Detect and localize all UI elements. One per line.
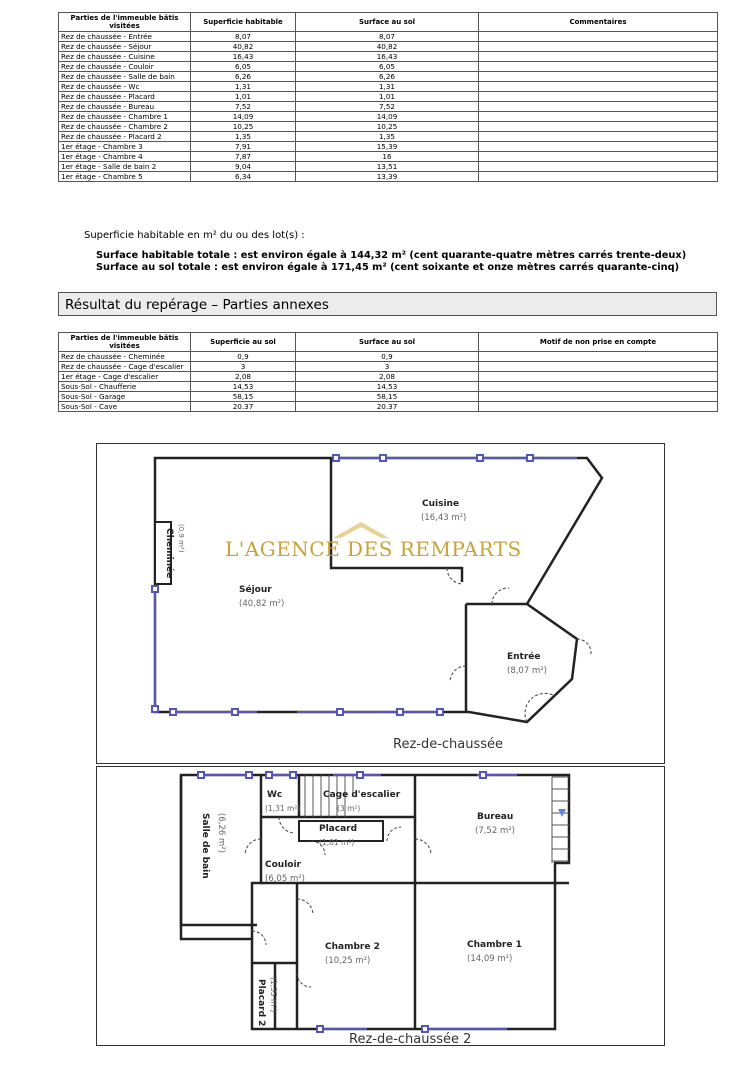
room-label-sdb: Salle de bain xyxy=(200,813,210,879)
cell-value-2: 16 xyxy=(296,152,479,162)
window-marker xyxy=(246,772,252,778)
window-marker xyxy=(152,706,158,712)
table-row xyxy=(59,62,718,72)
cell-part: 1er étage - Cage d'escalier xyxy=(59,372,191,382)
cell-value-2: 6,05 xyxy=(296,62,479,72)
cell-comment xyxy=(479,142,718,152)
col-header-superficie-sol: Superficie au sol xyxy=(191,333,296,352)
room-area-cuisine: (16,43 m²) xyxy=(421,513,467,523)
cell-comment xyxy=(479,392,718,402)
door-arc xyxy=(252,931,266,945)
cell-part: Rez de chaussée - Couloir xyxy=(59,62,191,72)
cell-value-2: 1,01 xyxy=(296,92,479,102)
col-header-parts: Parties de l'immeuble bâtis visitées xyxy=(59,13,191,32)
table-row xyxy=(59,172,718,182)
cell-comment xyxy=(479,32,718,42)
cell-value-2: 6,26 xyxy=(296,72,479,82)
wall-outline xyxy=(155,458,602,722)
cell-value-2: 58,15 xyxy=(296,392,479,402)
room-area-placard: (1,01 m²) xyxy=(319,838,355,847)
cell-comment xyxy=(479,132,718,142)
floor-plan-2-drawing xyxy=(97,767,664,1045)
cell-value-1: 16,43 xyxy=(191,52,296,62)
cell-comment xyxy=(479,402,718,412)
cell-part: Rez de chaussée - Cuisine xyxy=(59,52,191,62)
cell-value-2: 20.37 xyxy=(296,402,479,412)
room-area-placard2: (1,35 m²) xyxy=(269,977,278,1013)
room-label-cuisine: Cuisine xyxy=(422,499,460,509)
cell-comment xyxy=(479,162,718,172)
window-marker xyxy=(357,772,363,778)
table-row xyxy=(59,352,718,362)
room-label-couloir: Couloir xyxy=(265,860,301,870)
col-header-sol: Surface au sol xyxy=(296,13,479,32)
cell-value-2: 2,08 xyxy=(296,372,479,382)
cell-value-2: 0,9 xyxy=(296,352,479,362)
totals-block xyxy=(96,250,686,274)
cell-part: 1er étage - Salle de bain 2 xyxy=(59,162,191,172)
cell-part: 1er étage - Chambre 4 xyxy=(59,152,191,162)
cell-part: Sous-Sol - Garage xyxy=(59,392,191,402)
table-row xyxy=(59,52,718,62)
room-area-chambre2: (10,25 m²) xyxy=(325,956,371,966)
window-marker xyxy=(337,709,343,715)
level-label-rdc: Rez-de-chaussée xyxy=(393,737,504,752)
wall-corridor xyxy=(252,775,261,939)
cell-part: Sous-Sol - Cave xyxy=(59,402,191,412)
col-header-habitable: Superficie habitable xyxy=(191,13,296,32)
room-area-entree: (8,07 m²) xyxy=(507,666,547,676)
cell-value-1: 20.37 xyxy=(191,402,296,412)
door-arc xyxy=(447,568,463,584)
table-row xyxy=(59,122,718,132)
cell-value-1: 3 xyxy=(191,362,296,372)
window-marker xyxy=(198,772,204,778)
window-marker xyxy=(232,709,238,715)
room-area-couloir: (6,05 m²) xyxy=(265,874,305,884)
table-header-row xyxy=(59,13,718,32)
cell-value-1: 6,26 xyxy=(191,72,296,82)
cell-value-2: 15,39 xyxy=(296,142,479,152)
total-habitable: Surface habitable totale : est environ égale à 144,32 m² (cent quarante-quatre mètres carrés trente-deux) xyxy=(96,250,687,261)
cell-value-1: 8,07 xyxy=(191,32,296,42)
cell-part: Rez de chaussée - Cheminée xyxy=(59,352,191,362)
table-row xyxy=(59,152,718,162)
cell-comment xyxy=(479,102,718,112)
floor-plan-rez-de-chaussee xyxy=(96,443,665,764)
table-row xyxy=(59,402,718,412)
cell-value-1: 0,9 xyxy=(191,352,296,362)
door-arc xyxy=(387,827,401,841)
cell-value-1: 40,82 xyxy=(191,42,296,52)
room-area-sejour: (40,82 m²) xyxy=(239,599,285,609)
door-arc xyxy=(492,588,509,604)
cell-value-2: 40,82 xyxy=(296,42,479,52)
cell-value-1: 14,53 xyxy=(191,382,296,392)
cell-value-1: 1,31 xyxy=(191,82,296,92)
section-title-annexes: Résultat du repérage – Parties annexes xyxy=(58,292,717,316)
cell-comment xyxy=(479,62,718,72)
col-header-parts: Parties de l'immeuble bâtis visitées xyxy=(59,333,191,352)
room-label-wc: Wc xyxy=(267,790,283,800)
cell-comment xyxy=(479,362,718,372)
cell-value-1: 1,01 xyxy=(191,92,296,102)
cell-comment xyxy=(479,72,718,82)
room-area-bureau: (7,52 m²) xyxy=(475,826,515,836)
room-label-chambre1: Chambre 1 xyxy=(467,940,522,950)
col-header-comments: Commentaires xyxy=(479,13,718,32)
cell-value-2: 13,39 xyxy=(296,172,479,182)
table-row xyxy=(59,362,718,372)
cell-comment xyxy=(479,372,718,382)
room-label-sejour: Séjour xyxy=(239,585,272,595)
door-arc xyxy=(279,817,295,833)
cell-part: Rez de chaussée - Placard xyxy=(59,92,191,102)
cell-value-2: 14,53 xyxy=(296,382,479,392)
watermark-roof-icon xyxy=(333,522,389,538)
window-marker xyxy=(170,709,176,715)
room-area-chambre1: (14,09 m²) xyxy=(467,954,513,964)
window-marker xyxy=(290,772,296,778)
window-marker xyxy=(477,455,483,461)
cell-value-2: 7,52 xyxy=(296,102,479,112)
cell-value-1: 14,09 xyxy=(191,112,296,122)
cell-value-2: 14,09 xyxy=(296,112,479,122)
cell-part: Rez de chaussée - Chambre 2 xyxy=(59,122,191,132)
room-label-placard: Placard xyxy=(319,824,358,834)
door-arc xyxy=(297,973,311,987)
table-row xyxy=(59,382,718,392)
window-marker xyxy=(397,709,403,715)
door-arc xyxy=(525,693,555,722)
cell-comment xyxy=(479,52,718,62)
table-row xyxy=(59,132,718,142)
cell-value-1: 1,35 xyxy=(191,132,296,142)
table-header-row xyxy=(59,333,718,352)
window-marker xyxy=(266,772,272,778)
room-area-sdb: (6,26 m²) xyxy=(216,813,226,853)
cell-value-2: 1,31 xyxy=(296,82,479,92)
floor-plan-rez-de-chaussee-2 xyxy=(96,766,665,1046)
table-row xyxy=(59,372,718,382)
table-row xyxy=(59,82,718,92)
col-header-sol: Surface au sol xyxy=(296,333,479,352)
cell-comment xyxy=(479,172,718,182)
cell-value-1: 2,08 xyxy=(191,372,296,382)
room-area-cheminee: (0,9 m²) xyxy=(177,524,185,553)
cell-comment xyxy=(479,112,718,122)
door-arc xyxy=(245,839,261,855)
floor-plan-1-drawing xyxy=(97,444,664,763)
cell-part: 1er étage - Chambre 3 xyxy=(59,142,191,152)
cell-part: Rez de chaussée - Séjour xyxy=(59,42,191,52)
cell-part: Rez de chaussée - Wc xyxy=(59,82,191,92)
table-row xyxy=(59,92,718,102)
habitable-surface-table xyxy=(58,12,718,182)
cell-comment xyxy=(479,152,718,162)
room-area-cage: (3 m²) xyxy=(337,804,361,813)
room-label-cage: Cage d'escalier xyxy=(323,790,401,800)
room-label-cheminee: Cheminée xyxy=(164,528,174,579)
table-row xyxy=(59,32,718,42)
door-arc xyxy=(415,839,431,855)
cell-value-1: 7,87 xyxy=(191,152,296,162)
room-label-bureau: Bureau xyxy=(477,812,514,822)
cell-part: 1er étage - Chambre 5 xyxy=(59,172,191,182)
cell-value-1: 10,25 xyxy=(191,122,296,132)
annex-surface-table xyxy=(58,332,718,412)
table-row xyxy=(59,162,718,172)
habitable-note: Superficie habitable en m² du ou des lot(s) : xyxy=(84,230,305,241)
cell-comment xyxy=(479,92,718,102)
room-label-placard2: Placard 2 xyxy=(256,979,266,1027)
cell-part: Rez de chaussée - Entrée xyxy=(59,32,191,42)
cell-value-1: 7,52 xyxy=(191,102,296,112)
table-row xyxy=(59,392,718,402)
cell-value-2: 10,25 xyxy=(296,122,479,132)
door-arc xyxy=(450,666,466,682)
cell-comment xyxy=(479,42,718,52)
table-row xyxy=(59,142,718,152)
window-marker xyxy=(333,455,339,461)
cell-part: Rez de chaussée - Chambre 1 xyxy=(59,112,191,122)
door-arc xyxy=(577,639,591,654)
cell-value-1: 7,91 xyxy=(191,142,296,152)
cell-part: Rez de chaussée - Salle de bain xyxy=(59,72,191,82)
table-row xyxy=(59,72,718,82)
cell-comment xyxy=(479,122,718,132)
window-marker xyxy=(317,1026,323,1032)
cell-value-1: 9,04 xyxy=(191,162,296,172)
level-label-rdc-2: Rez-de-chaussée 2 xyxy=(349,1032,472,1045)
room-area-wc: (1,31 m²) xyxy=(265,804,301,813)
col-header-motif: Motif de non prise en compte xyxy=(479,333,718,352)
agency-watermark: L'AGENCE DES REMPARTS xyxy=(225,537,522,561)
cell-value-2: 13,51 xyxy=(296,162,479,172)
door-arc xyxy=(297,899,313,915)
table-row xyxy=(59,102,718,112)
table-row xyxy=(59,112,718,122)
cell-value-1: 6,05 xyxy=(191,62,296,72)
room-label-entree: Entrée xyxy=(507,652,541,662)
cell-value-2: 8,07 xyxy=(296,32,479,42)
staircase xyxy=(305,775,569,863)
cell-comment xyxy=(479,382,718,392)
cell-value-1: 6,34 xyxy=(191,172,296,182)
cell-part: Rez de chaussée - Cage d'escalier xyxy=(59,362,191,372)
cell-part: Sous-Sol - Chaufferie xyxy=(59,382,191,392)
window-marker xyxy=(527,455,533,461)
cell-value-2: 16,43 xyxy=(296,52,479,62)
cell-value-2: 3 xyxy=(296,362,479,372)
window-marker xyxy=(437,709,443,715)
window-marker xyxy=(152,586,158,592)
total-sol: Surface au sol totale : est environ égale à 171,45 m² (cent soixante et onze mètres carrés quarante-cinq) xyxy=(96,262,680,273)
cell-comment xyxy=(479,352,718,362)
cell-value-1: 58,15 xyxy=(191,392,296,402)
window-marker xyxy=(380,455,386,461)
table-row xyxy=(59,42,718,52)
cell-comment xyxy=(479,82,718,92)
window-marker xyxy=(480,772,486,778)
cell-part: Rez de chaussée - Placard 2 xyxy=(59,132,191,142)
cell-part: Rez de chaussée - Bureau xyxy=(59,102,191,112)
cell-value-2: 1,35 xyxy=(296,132,479,142)
room-label-chambre2: Chambre 2 xyxy=(325,942,380,952)
